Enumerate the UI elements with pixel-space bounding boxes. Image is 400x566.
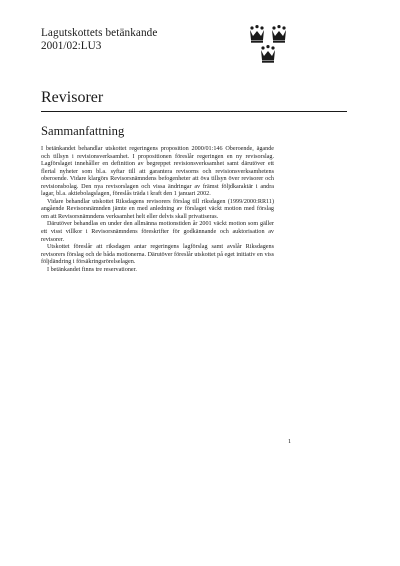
three-crowns-icon	[247, 23, 291, 65]
committee-name: Lagutskottets betänkande	[41, 27, 158, 39]
summary-paragraph: Utskottet föreslår att riksdagen antar regeringens lagförslag samt avslår Riksdagens revisorers förslag och de båda motionerna. Därutöver föreslår utskottet på eget initiativ en viss följdändring i försäkringsrörelselagen.	[41, 244, 274, 266]
page-number: 1	[288, 438, 292, 445]
document-header	[41, 27, 361, 67]
summary-body	[41, 146, 274, 274]
summary-paragraph: Därutöver behandlas en under den allmänna motionstiden år 2001 väckt motion som gäller ett visst villkor i Revisorsnämndens föreskrifter för godkännande och auktorisation av revisorer.	[41, 221, 274, 243]
title-divider	[41, 111, 347, 112]
page-title: Revisorer	[41, 89, 104, 106]
section-heading: Sammanfattning	[41, 124, 125, 138]
report-number: 2001/02:LU3	[41, 40, 102, 52]
summary-paragraph: I betänkandet behandlar utskottet regeringens proposition 2000/01:146 Oberoende, ägande och tillsyn i revisionsverksamhet. I propositionen föreslår regeringen en ny revisorslag. Lagförslaget innehåller en definition av begreppet revisionsverksamhet samt därutöver ett flertal nyheter som bl.a. syftar till att garantera revisorns och revisionsverksamhetens oberoende. Vidare klargörs Revisorsnämndens befogenheter att öva tillsyn över revisorer och revisionsbolag. Den nya revisorslagen och vissa ändringar av främst följdkaraktär i andra lagar, bl.a. aktiebolagslagen, föreslås träda i kraft den 1 januari 2002.	[41, 146, 274, 198]
summary-paragraph: Vidare behandlar utskottet Riksdagens revisorers förslag till riksdagen (1999/2000:RR11) angående Revisorsnämnden jämte en med anledning av förslaget väckt motion med förslag om att Revisorsnämndens verksamhet helt eller delvis skall privatiseras.	[41, 198, 274, 220]
summary-paragraph: I betänkandet finns tre reservationer.	[47, 266, 137, 273]
